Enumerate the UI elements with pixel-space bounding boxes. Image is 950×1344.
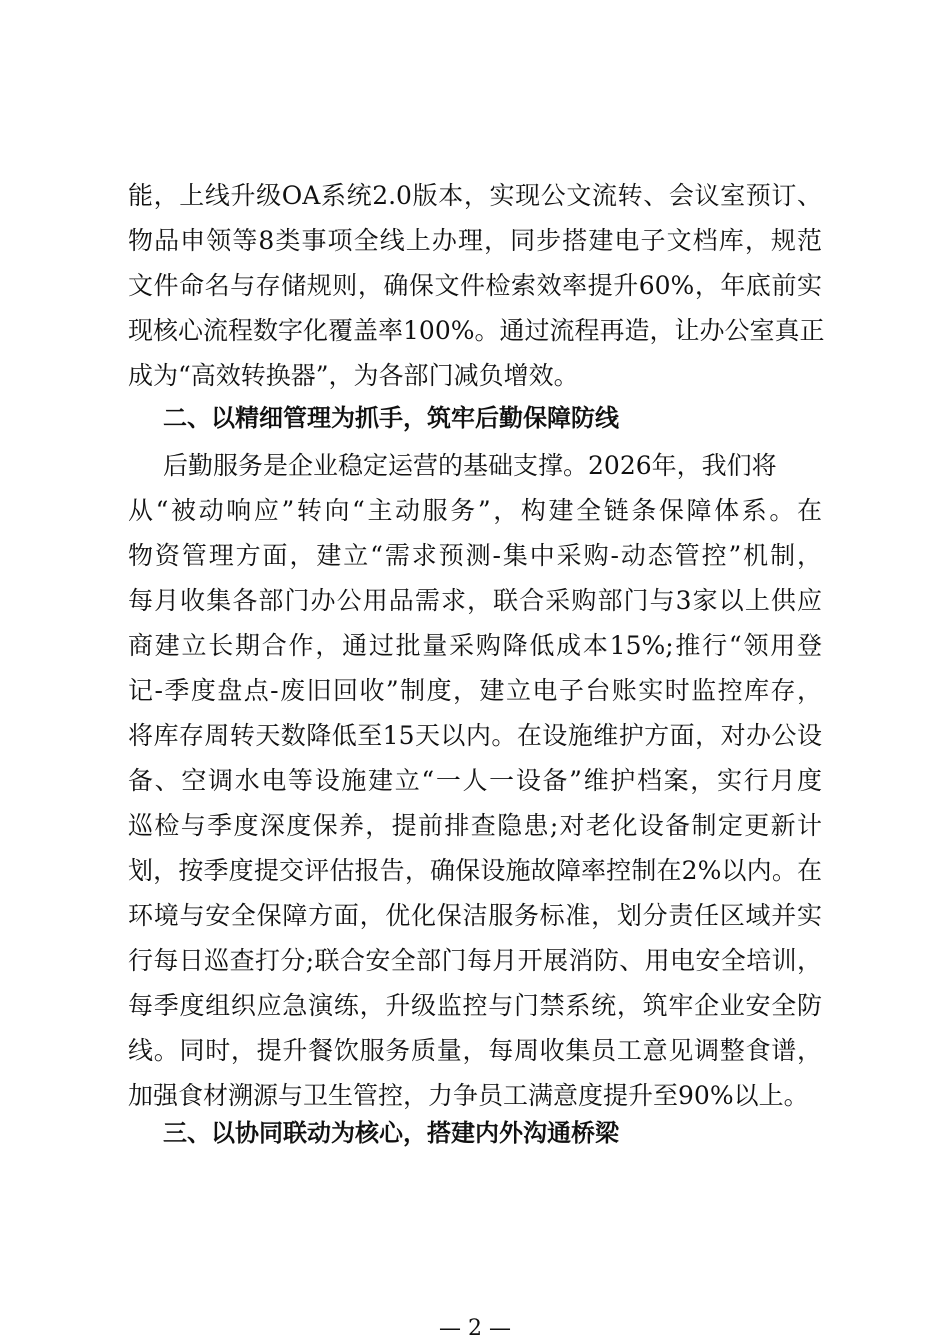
section-heading-3: 三、以协同联动为核心，搭建内外沟通桥梁 bbox=[163, 1119, 619, 1147]
text-line: 物资管理方面，建立“需求预测-集中采购-动态管控”机制， bbox=[128, 541, 822, 570]
text-line: 线。同时，提升餐饮服务质量，每周收集员工意见调整食谱， bbox=[128, 1036, 822, 1065]
paragraph-2 bbox=[128, 443, 822, 1118]
page-number: — 2 — bbox=[439, 1316, 511, 1341]
text-line: 每月收集各部门办公用品需求，联合采购部门与3家以上供应 bbox=[128, 586, 822, 615]
text-line: 文件命名与存储规则，确保文件检索效率提升60%，年底前实 bbox=[128, 271, 822, 300]
text-line: 环境与安全保障方面，优化保洁服务标准，划分责任区域并实 bbox=[128, 901, 822, 930]
text-line: 行每日巡查打分;联合安全部门每月开展消防、用电安全培训， bbox=[128, 946, 822, 975]
text-line: 商建立长期合作，通过批量采购降低成本15%;推行“领用登 bbox=[128, 631, 822, 660]
text-line: 从“被动响应”转向“主动服务”，构建全链条保障体系。在 bbox=[128, 496, 822, 525]
text-line: 记-季度盘点-废旧回收”制度，建立电子台账实时监控库存， bbox=[128, 676, 822, 705]
text-line: 现核心流程数字化覆盖率100%。通过流程再造，让办公室真正 bbox=[128, 316, 825, 345]
text-line: 加强食材溯源与卫生管控，力争员工满意度提升至90%以上。 bbox=[128, 1081, 809, 1110]
text-line: 物品申领等8类事项全线上办理，同步搭建电子文档库，规范 bbox=[128, 226, 822, 255]
section-heading-2: 二、以精细管理为抓手，筑牢后勤保障防线 bbox=[163, 404, 619, 432]
text-line: 每季度组织应急演练，升级监控与门禁系统，筑牢企业安全防 bbox=[128, 991, 822, 1020]
text-line: 能，上线升级OA系统2.0版本，实现公文流转、会议室预订、 bbox=[128, 181, 822, 210]
text-line: 备、空调水电等设施建立“一人一设备”维护档案，实行月度 bbox=[128, 766, 822, 795]
text-line: 划，按季度提交评估报告，确保设施故障率控制在2%以内。在 bbox=[128, 856, 822, 885]
text-line: 巡检与季度深度保养，提前排查隐患;对老化设备制定更新计 bbox=[128, 811, 822, 840]
text-line: 后勤服务是企业稳定运营的基础支撑。2026年，我们将 bbox=[163, 451, 777, 480]
text-line: 将库存周转天数降低至15天以内。在设施维护方面，对办公设 bbox=[128, 721, 822, 750]
paragraph-1 bbox=[128, 173, 825, 398]
text-line: 成为“高效转换器”，为各部门减负增效。 bbox=[128, 361, 579, 390]
